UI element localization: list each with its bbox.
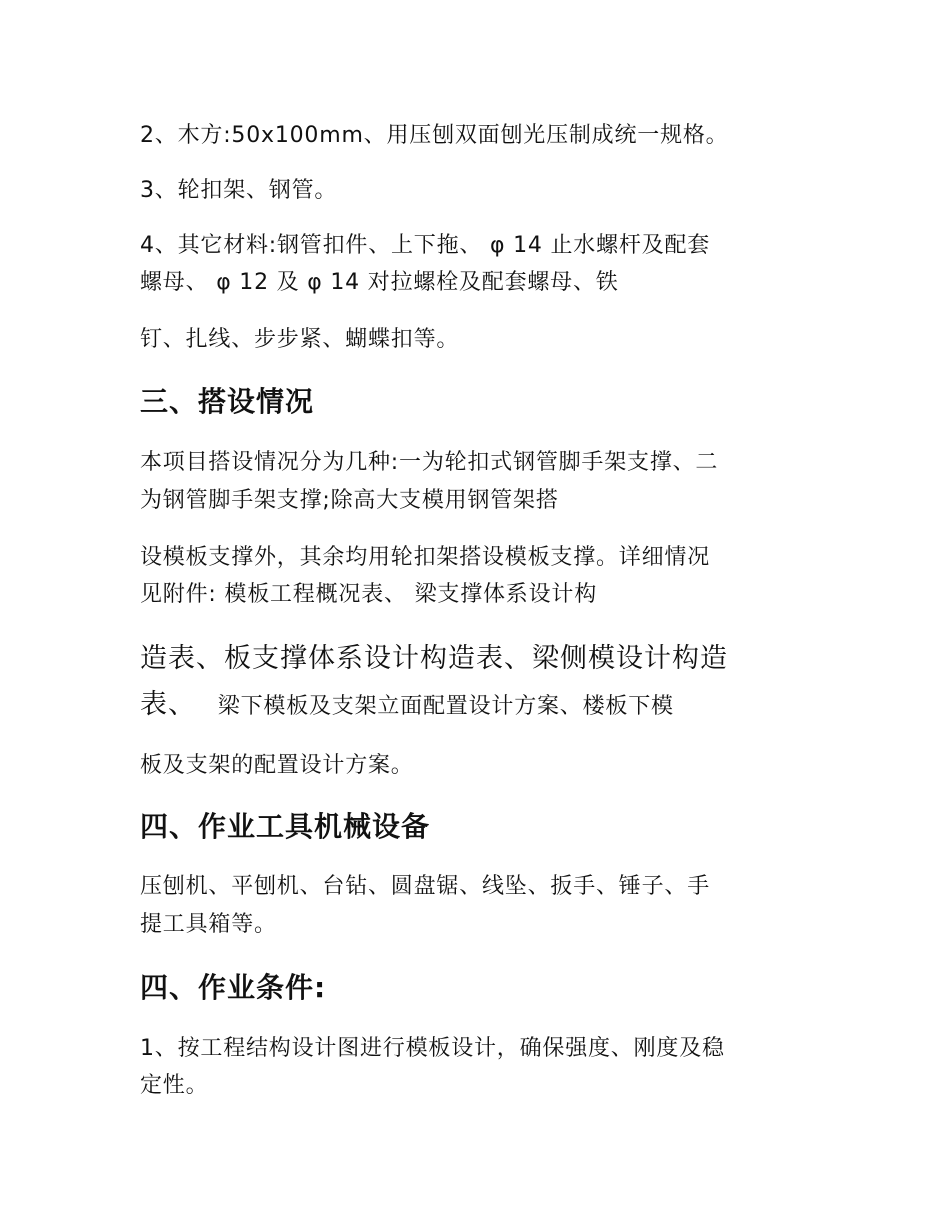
setup-paragraph-large-fragment: 表、 (140, 689, 196, 720)
section-title-conditions: 四、作业条件: (140, 971, 327, 1004)
setup-paragraph-line: 板及支架的配置设计方案。 (140, 753, 414, 778)
section-title-tools: 四、作业工具机械设备 (140, 810, 431, 843)
material-line-4c: 钉、扎线、步步紧、蝴蝶扣等。 (140, 327, 460, 352)
material-line-4a: 4、其它材料:钢管扣件、上下拖、 φ 14 止水螺杆及配套 (140, 233, 711, 258)
conditions-paragraph-line: 1、按工程结构设计图进行模板设计，确保强度、刚度及稳 (140, 1036, 725, 1061)
material-line-4b: 螺母、 φ 12 及 φ 14 对拉螺栓及配套螺母、铁 (140, 270, 619, 295)
setup-paragraph-line: 为钢管脚手架支撑;除高大支模用钢管架搭 (140, 488, 559, 513)
conditions-paragraph-line: 定性。 (140, 1073, 209, 1098)
setup-paragraph-fragment: 梁下模板及支架立面配置设计方案、楼板下模 (217, 694, 674, 719)
setup-paragraph-line-large: 造表、板支撑体系设计构造表、梁侧模设计构造 (140, 643, 728, 674)
setup-paragraph-line: 本项目搭设情况分为几种:一为轮扣式钢管脚手架支撑、二 (140, 450, 719, 475)
setup-paragraph-line: 见附件: 模板工程概况表、 梁支撑体系设计构 (140, 582, 597, 607)
tools-paragraph-line: 压刨机、平刨机、台钻、圆盘锯、线坠、扳手、锤子、手 (140, 874, 711, 899)
material-line-2: 2、木方:50x100mm、用压刨双面刨光压制成统一规格。 (140, 123, 729, 148)
tools-paragraph-line: 提工具箱等。 (140, 912, 277, 937)
material-line-3: 3、轮扣架、钢管。 (140, 178, 338, 203)
setup-paragraph-line-mixed (140, 687, 674, 723)
setup-paragraph-line: 设模板支撑外，其余均用轮扣架搭设模板支撑。详细情况 (140, 545, 711, 570)
section-title-setup: 三、搭设情况 (140, 385, 315, 418)
